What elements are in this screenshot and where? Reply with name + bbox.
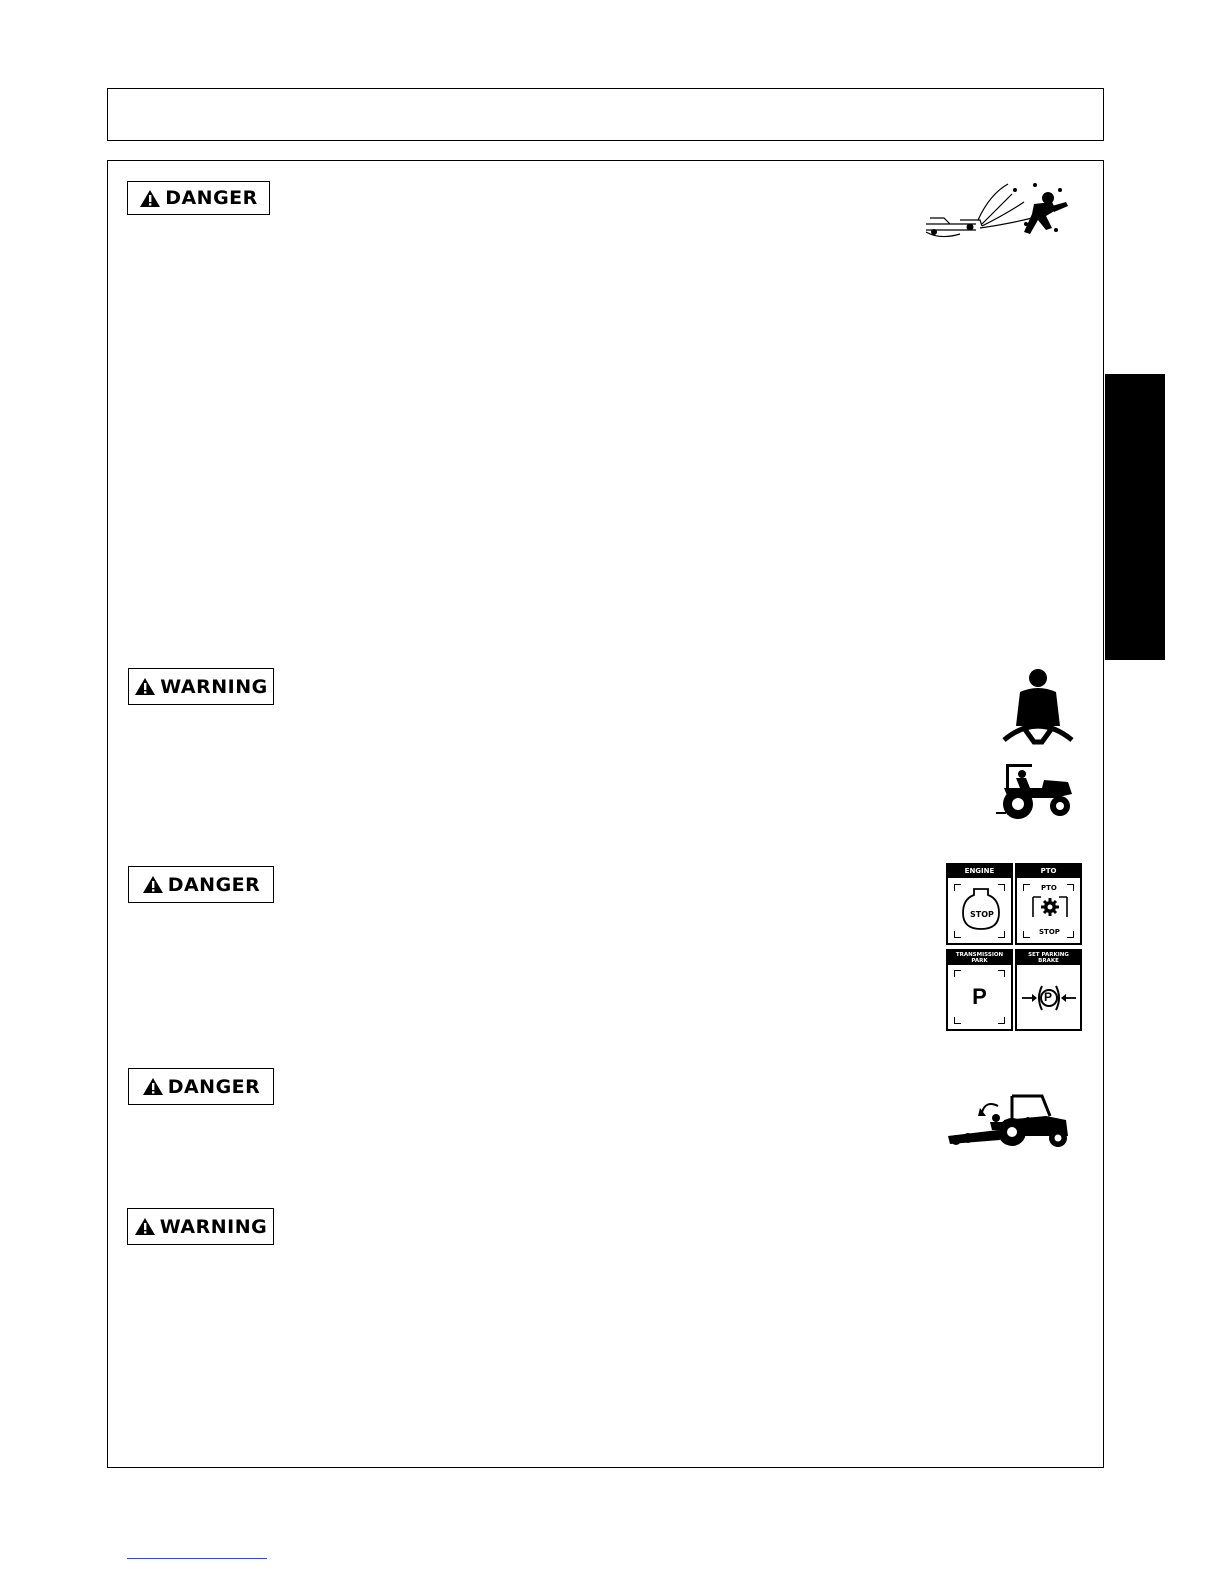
engine-header: ENGINE bbox=[948, 865, 1011, 878]
engine-stop-icon bbox=[962, 887, 1000, 931]
tractor-rollover-hazard-icon bbox=[946, 1090, 1072, 1150]
content-box bbox=[107, 160, 1104, 1468]
alert-triangle-icon bbox=[142, 875, 164, 894]
footer-rule bbox=[127, 1558, 267, 1559]
alert-triangle-icon bbox=[134, 1217, 156, 1236]
danger-label-2 bbox=[128, 866, 274, 903]
pto-header: PTO bbox=[1017, 865, 1080, 878]
alert-triangle-icon bbox=[134, 677, 156, 696]
signal-word: WARNING bbox=[159, 1215, 268, 1238]
brake-header: SET PARKING BRAKE bbox=[1017, 951, 1080, 965]
pto-stop-text: STOP bbox=[1039, 928, 1060, 936]
tractor-operator-icon bbox=[994, 760, 1076, 822]
pto-stop-cell bbox=[1015, 863, 1082, 945]
parking-brake-cell bbox=[1015, 949, 1082, 1031]
alert-triangle-icon bbox=[139, 189, 161, 208]
brake-symbol: P bbox=[1044, 990, 1053, 1004]
signal-word: DANGER bbox=[167, 873, 261, 896]
engine-stop-text: STOP bbox=[970, 910, 994, 919]
danger-label-1 bbox=[127, 181, 270, 215]
thrown-object-hazard-icon bbox=[920, 180, 1070, 242]
park-symbol: P bbox=[972, 984, 987, 1009]
page-header-box bbox=[107, 88, 1104, 141]
pto-gear-icon bbox=[1031, 895, 1069, 929]
engine-stop-cell bbox=[946, 863, 1013, 945]
warning-label-2 bbox=[127, 1208, 274, 1245]
section-side-tab bbox=[1105, 374, 1165, 660]
transmission-park-cell bbox=[946, 949, 1013, 1031]
alert-triangle-icon bbox=[142, 1077, 164, 1096]
signal-word: DANGER bbox=[167, 1075, 261, 1098]
signal-word: DANGER bbox=[165, 187, 258, 209]
signal-word: WARNING bbox=[160, 675, 268, 698]
seatbelt-icon bbox=[998, 668, 1078, 748]
danger-label-3 bbox=[128, 1068, 274, 1105]
transmission-header: TRANSMISSION PARK bbox=[948, 951, 1011, 965]
pto-label: PTO bbox=[1041, 884, 1057, 892]
shutdown-controls-panel bbox=[946, 863, 1084, 1031]
warning-label-1 bbox=[128, 668, 274, 705]
